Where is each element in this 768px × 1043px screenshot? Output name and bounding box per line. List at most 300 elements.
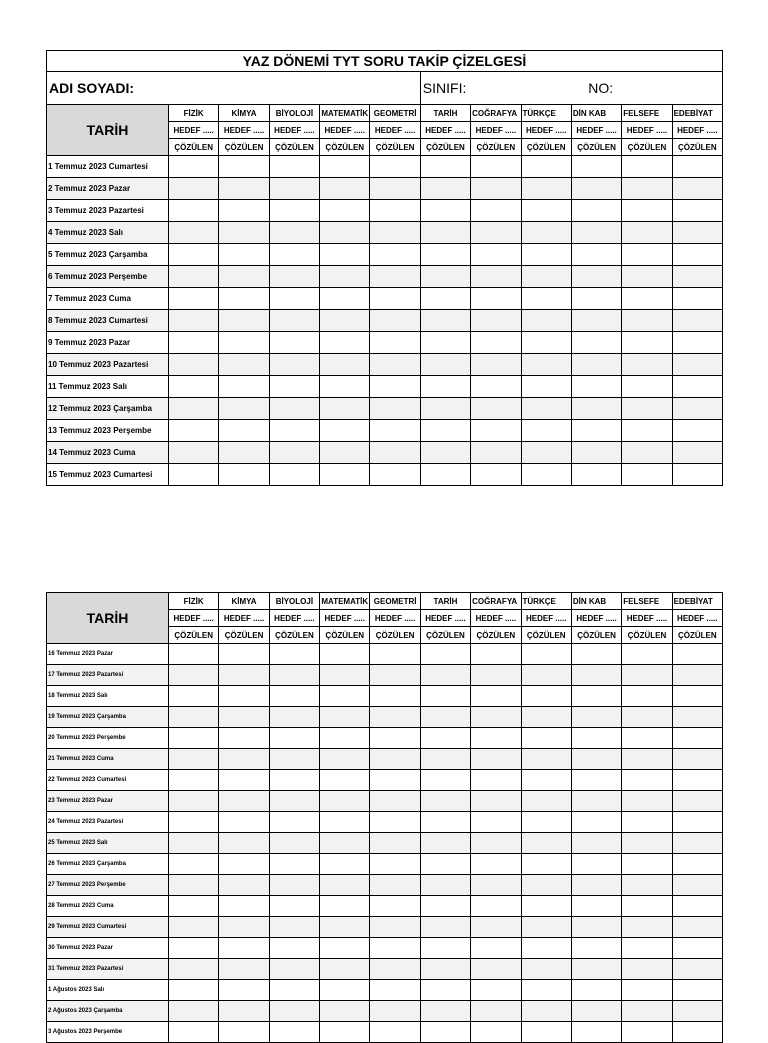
entry-cell[interactable]: [471, 178, 521, 200]
entry-cell[interactable]: [370, 728, 420, 749]
entry-cell[interactable]: [320, 200, 370, 222]
entry-cell[interactable]: [622, 749, 672, 770]
entry-cell[interactable]: [672, 1001, 722, 1022]
entry-cell[interactable]: [269, 644, 319, 665]
target-cell[interactable]: HEDEF .....: [571, 610, 621, 627]
entry-cell[interactable]: [169, 875, 219, 896]
entry-cell[interactable]: [269, 222, 319, 244]
entry-cell[interactable]: [370, 288, 420, 310]
entry-cell[interactable]: [622, 980, 672, 1001]
entry-cell[interactable]: [672, 770, 722, 791]
entry-cell[interactable]: [420, 288, 470, 310]
entry-cell[interactable]: [219, 222, 269, 244]
entry-cell[interactable]: [622, 200, 672, 222]
entry-cell[interactable]: [521, 200, 571, 222]
entry-cell[interactable]: [471, 707, 521, 728]
entry-cell[interactable]: [471, 310, 521, 332]
entry-cell[interactable]: [471, 875, 521, 896]
entry-cell[interactable]: [219, 200, 269, 222]
target-cell[interactable]: HEDEF .....: [370, 610, 420, 627]
entry-cell[interactable]: [169, 1001, 219, 1022]
entry-cell[interactable]: [471, 420, 521, 442]
entry-cell[interactable]: [471, 770, 521, 791]
entry-cell[interactable]: [269, 917, 319, 938]
entry-cell[interactable]: [420, 665, 470, 686]
entry-cell[interactable]: [571, 833, 621, 854]
entry-cell[interactable]: [622, 156, 672, 178]
entry-cell[interactable]: [169, 398, 219, 420]
entry-cell[interactable]: [622, 896, 672, 917]
entry-cell[interactable]: [420, 707, 470, 728]
entry-cell[interactable]: [521, 310, 571, 332]
target-cell[interactable]: HEDEF .....: [320, 610, 370, 627]
entry-cell[interactable]: [622, 938, 672, 959]
target-cell[interactable]: HEDEF .....: [471, 122, 521, 139]
entry-cell[interactable]: [521, 156, 571, 178]
entry-cell[interactable]: [672, 354, 722, 376]
entry-cell[interactable]: [269, 833, 319, 854]
entry-cell[interactable]: [219, 770, 269, 791]
entry-cell[interactable]: [219, 178, 269, 200]
entry-cell[interactable]: [622, 178, 672, 200]
entry-cell[interactable]: [622, 875, 672, 896]
entry-cell[interactable]: [571, 980, 621, 1001]
entry-cell[interactable]: [169, 310, 219, 332]
entry-cell[interactable]: [672, 833, 722, 854]
entry-cell[interactable]: [471, 980, 521, 1001]
entry-cell[interactable]: [320, 332, 370, 354]
entry-cell[interactable]: [521, 442, 571, 464]
entry-cell[interactable]: [471, 354, 521, 376]
entry-cell[interactable]: [420, 791, 470, 812]
entry-cell[interactable]: [219, 686, 269, 707]
target-cell[interactable]: HEDEF .....: [219, 610, 269, 627]
entry-cell[interactable]: [370, 959, 420, 980]
entry-cell[interactable]: [471, 833, 521, 854]
target-cell[interactable]: HEDEF .....: [420, 610, 470, 627]
entry-cell[interactable]: [521, 266, 571, 288]
entry-cell[interactable]: [370, 376, 420, 398]
entry-cell[interactable]: [320, 917, 370, 938]
entry-cell[interactable]: [320, 1001, 370, 1022]
entry-cell[interactable]: [219, 288, 269, 310]
entry-cell[interactable]: [370, 420, 420, 442]
entry-cell[interactable]: [370, 156, 420, 178]
entry-cell[interactable]: [420, 222, 470, 244]
entry-cell[interactable]: [471, 266, 521, 288]
entry-cell[interactable]: [622, 222, 672, 244]
entry-cell[interactable]: [571, 1022, 621, 1043]
entry-cell[interactable]: [571, 376, 621, 398]
entry-cell[interactable]: [571, 222, 621, 244]
entry-cell[interactable]: [269, 896, 319, 917]
entry-cell[interactable]: [370, 222, 420, 244]
entry-cell[interactable]: [269, 770, 319, 791]
entry-cell[interactable]: [521, 464, 571, 486]
entry-cell[interactable]: [521, 728, 571, 749]
entry-cell[interactable]: [219, 917, 269, 938]
entry-cell[interactable]: [370, 464, 420, 486]
entry-cell[interactable]: [370, 707, 420, 728]
entry-cell[interactable]: [471, 896, 521, 917]
entry-cell[interactable]: [672, 707, 722, 728]
entry-cell[interactable]: [622, 833, 672, 854]
entry-cell[interactable]: [169, 1022, 219, 1043]
entry-cell[interactable]: [219, 266, 269, 288]
entry-cell[interactable]: [521, 896, 571, 917]
entry-cell[interactable]: [269, 178, 319, 200]
entry-cell[interactable]: [219, 833, 269, 854]
entry-cell[interactable]: [269, 875, 319, 896]
entry-cell[interactable]: [320, 665, 370, 686]
entry-cell[interactable]: [672, 464, 722, 486]
entry-cell[interactable]: [521, 376, 571, 398]
entry-cell[interactable]: [571, 464, 621, 486]
entry-cell[interactable]: [219, 310, 269, 332]
entry-cell[interactable]: [672, 917, 722, 938]
entry-cell[interactable]: [420, 938, 470, 959]
entry-cell[interactable]: [471, 464, 521, 486]
entry-cell[interactable]: [169, 896, 219, 917]
entry-cell[interactable]: [219, 644, 269, 665]
entry-cell[interactable]: [169, 707, 219, 728]
entry-cell[interactable]: [672, 222, 722, 244]
entry-cell[interactable]: [169, 244, 219, 266]
entry-cell[interactable]: [320, 854, 370, 875]
entry-cell[interactable]: [420, 156, 470, 178]
entry-cell[interactable]: [269, 156, 319, 178]
entry-cell[interactable]: [672, 420, 722, 442]
entry-cell[interactable]: [420, 442, 470, 464]
entry-cell[interactable]: [370, 354, 420, 376]
entry-cell[interactable]: [471, 665, 521, 686]
entry-cell[interactable]: [169, 770, 219, 791]
entry-cell[interactable]: [420, 354, 470, 376]
entry-cell[interactable]: [219, 791, 269, 812]
entry-cell[interactable]: [471, 1001, 521, 1022]
entry-cell[interactable]: [219, 938, 269, 959]
entry-cell[interactable]: [471, 791, 521, 812]
entry-cell[interactable]: [672, 156, 722, 178]
entry-cell[interactable]: [622, 812, 672, 833]
entry-cell[interactable]: [169, 749, 219, 770]
entry-cell[interactable]: [471, 749, 521, 770]
target-cell[interactable]: HEDEF .....: [672, 122, 722, 139]
entry-cell[interactable]: [269, 200, 319, 222]
entry-cell[interactable]: [672, 442, 722, 464]
entry-cell[interactable]: [521, 178, 571, 200]
entry-cell[interactable]: [169, 420, 219, 442]
entry-cell[interactable]: [320, 644, 370, 665]
entry-cell[interactable]: [269, 288, 319, 310]
entry-cell[interactable]: [622, 244, 672, 266]
entry-cell[interactable]: [320, 376, 370, 398]
entry-cell[interactable]: [320, 178, 370, 200]
entry-cell[interactable]: [622, 665, 672, 686]
entry-cell[interactable]: [622, 854, 672, 875]
entry-cell[interactable]: [420, 833, 470, 854]
entry-cell[interactable]: [471, 959, 521, 980]
entry-cell[interactable]: [269, 376, 319, 398]
entry-cell[interactable]: [672, 896, 722, 917]
entry-cell[interactable]: [320, 310, 370, 332]
entry-cell[interactable]: [622, 728, 672, 749]
entry-cell[interactable]: [471, 938, 521, 959]
entry-cell[interactable]: [571, 1001, 621, 1022]
entry-cell[interactable]: [471, 728, 521, 749]
entry-cell[interactable]: [370, 332, 420, 354]
entry-cell[interactable]: [320, 749, 370, 770]
entry-cell[interactable]: [471, 156, 521, 178]
entry-cell[interactable]: [169, 686, 219, 707]
entry-cell[interactable]: [219, 1022, 269, 1043]
entry-cell[interactable]: [169, 376, 219, 398]
entry-cell[interactable]: [521, 288, 571, 310]
entry-cell[interactable]: [370, 770, 420, 791]
entry-cell[interactable]: [521, 812, 571, 833]
entry-cell[interactable]: [420, 398, 470, 420]
entry-cell[interactable]: [471, 854, 521, 875]
entry-cell[interactable]: [622, 442, 672, 464]
target-cell[interactable]: HEDEF .....: [521, 610, 571, 627]
entry-cell[interactable]: [219, 420, 269, 442]
entry-cell[interactable]: [622, 310, 672, 332]
entry-cell[interactable]: [571, 791, 621, 812]
entry-cell[interactable]: [471, 1022, 521, 1043]
entry-cell[interactable]: [571, 665, 621, 686]
entry-cell[interactable]: [370, 938, 420, 959]
entry-cell[interactable]: [521, 959, 571, 980]
entry-cell[interactable]: [420, 644, 470, 665]
entry-cell[interactable]: [420, 420, 470, 442]
entry-cell[interactable]: [219, 332, 269, 354]
entry-cell[interactable]: [169, 938, 219, 959]
entry-cell[interactable]: [420, 812, 470, 833]
entry-cell[interactable]: [471, 244, 521, 266]
entry-cell[interactable]: [622, 332, 672, 354]
entry-cell[interactable]: [370, 686, 420, 707]
entry-cell[interactable]: [370, 644, 420, 665]
entry-cell[interactable]: [521, 770, 571, 791]
entry-cell[interactable]: [370, 310, 420, 332]
target-cell[interactable]: HEDEF .....: [622, 610, 672, 627]
entry-cell[interactable]: [320, 770, 370, 791]
entry-cell[interactable]: [521, 1022, 571, 1043]
entry-cell[interactable]: [471, 222, 521, 244]
entry-cell[interactable]: [370, 833, 420, 854]
entry-cell[interactable]: [622, 707, 672, 728]
class-no-field[interactable]: [420, 72, 722, 105]
entry-cell[interactable]: [219, 728, 269, 749]
entry-cell[interactable]: [420, 1022, 470, 1043]
entry-cell[interactable]: [672, 812, 722, 833]
entry-cell[interactable]: [269, 791, 319, 812]
entry-cell[interactable]: [269, 354, 319, 376]
entry-cell[interactable]: [420, 200, 470, 222]
target-cell[interactable]: HEDEF .....: [471, 610, 521, 627]
entry-cell[interactable]: [471, 644, 521, 665]
entry-cell[interactable]: [571, 398, 621, 420]
entry-cell[interactable]: [269, 707, 319, 728]
entry-cell[interactable]: [622, 644, 672, 665]
entry-cell[interactable]: [420, 310, 470, 332]
entry-cell[interactable]: [320, 812, 370, 833]
entry-cell[interactable]: [471, 332, 521, 354]
entry-cell[interactable]: [571, 310, 621, 332]
entry-cell[interactable]: [219, 749, 269, 770]
entry-cell[interactable]: [219, 707, 269, 728]
entry-cell[interactable]: [571, 288, 621, 310]
entry-cell[interactable]: [269, 959, 319, 980]
entry-cell[interactable]: [370, 442, 420, 464]
entry-cell[interactable]: [471, 917, 521, 938]
entry-cell[interactable]: [420, 854, 470, 875]
entry-cell[interactable]: [169, 200, 219, 222]
entry-cell[interactable]: [269, 310, 319, 332]
entry-cell[interactable]: [571, 812, 621, 833]
entry-cell[interactable]: [521, 917, 571, 938]
entry-cell[interactable]: [521, 707, 571, 728]
entry-cell[interactable]: [320, 398, 370, 420]
entry-cell[interactable]: [420, 244, 470, 266]
entry-cell[interactable]: [269, 854, 319, 875]
entry-cell[interactable]: [320, 420, 370, 442]
entry-cell[interactable]: [521, 420, 571, 442]
entry-cell[interactable]: [219, 442, 269, 464]
entry-cell[interactable]: [370, 749, 420, 770]
entry-cell[interactable]: [169, 812, 219, 833]
entry-cell[interactable]: [370, 980, 420, 1001]
entry-cell[interactable]: [672, 665, 722, 686]
entry-cell[interactable]: [320, 875, 370, 896]
entry-cell[interactable]: [269, 665, 319, 686]
entry-cell[interactable]: [370, 244, 420, 266]
entry-cell[interactable]: [169, 288, 219, 310]
entry-cell[interactable]: [219, 244, 269, 266]
entry-cell[interactable]: [269, 266, 319, 288]
entry-cell[interactable]: [571, 728, 621, 749]
entry-cell[interactable]: [219, 156, 269, 178]
entry-cell[interactable]: [320, 791, 370, 812]
entry-cell[interactable]: [219, 398, 269, 420]
entry-cell[interactable]: [622, 266, 672, 288]
entry-cell[interactable]: [622, 686, 672, 707]
entry-cell[interactable]: [571, 420, 621, 442]
entry-cell[interactable]: [521, 222, 571, 244]
entry-cell[interactable]: [219, 959, 269, 980]
entry-cell[interactable]: [420, 728, 470, 749]
entry-cell[interactable]: [672, 854, 722, 875]
entry-cell[interactable]: [269, 812, 319, 833]
entry-cell[interactable]: [219, 464, 269, 486]
entry-cell[interactable]: [471, 812, 521, 833]
target-cell[interactable]: HEDEF .....: [269, 122, 319, 139]
entry-cell[interactable]: [219, 854, 269, 875]
entry-cell[interactable]: [571, 875, 621, 896]
entry-cell[interactable]: [521, 833, 571, 854]
entry-cell[interactable]: [672, 266, 722, 288]
entry-cell[interactable]: [672, 310, 722, 332]
entry-cell[interactable]: [370, 854, 420, 875]
entry-cell[interactable]: [370, 1022, 420, 1043]
entry-cell[interactable]: [269, 686, 319, 707]
entry-cell[interactable]: [420, 1001, 470, 1022]
entry-cell[interactable]: [571, 749, 621, 770]
entry-cell[interactable]: [571, 354, 621, 376]
entry-cell[interactable]: [672, 1022, 722, 1043]
entry-cell[interactable]: [370, 875, 420, 896]
entry-cell[interactable]: [320, 222, 370, 244]
entry-cell[interactable]: [169, 665, 219, 686]
entry-cell[interactable]: [672, 244, 722, 266]
entry-cell[interactable]: [571, 896, 621, 917]
entry-cell[interactable]: [320, 354, 370, 376]
entry-cell[interactable]: [571, 854, 621, 875]
entry-cell[interactable]: [571, 244, 621, 266]
entry-cell[interactable]: [622, 1001, 672, 1022]
entry-cell[interactable]: [622, 354, 672, 376]
entry-cell[interactable]: [169, 156, 219, 178]
entry-cell[interactable]: [521, 875, 571, 896]
entry-cell[interactable]: [269, 398, 319, 420]
entry-cell[interactable]: [521, 938, 571, 959]
entry-cell[interactable]: [471, 200, 521, 222]
entry-cell[interactable]: [269, 244, 319, 266]
entry-cell[interactable]: [169, 332, 219, 354]
entry-cell[interactable]: [269, 332, 319, 354]
entry-cell[interactable]: [521, 980, 571, 1001]
entry-cell[interactable]: [169, 354, 219, 376]
entry-cell[interactable]: [672, 980, 722, 1001]
entry-cell[interactable]: [622, 791, 672, 812]
entry-cell[interactable]: [320, 442, 370, 464]
entry-cell[interactable]: [320, 1022, 370, 1043]
entry-cell[interactable]: [169, 854, 219, 875]
entry-cell[interactable]: [169, 917, 219, 938]
entry-cell[interactable]: [370, 791, 420, 812]
entry-cell[interactable]: [521, 665, 571, 686]
entry-cell[interactable]: [219, 980, 269, 1001]
target-cell[interactable]: HEDEF .....: [219, 122, 269, 139]
entry-cell[interactable]: [571, 200, 621, 222]
entry-cell[interactable]: [370, 812, 420, 833]
entry-cell[interactable]: [420, 959, 470, 980]
entry-cell[interactable]: [269, 464, 319, 486]
entry-cell[interactable]: [571, 959, 621, 980]
entry-cell[interactable]: [622, 288, 672, 310]
entry-cell[interactable]: [471, 398, 521, 420]
entry-cell[interactable]: [370, 917, 420, 938]
entry-cell[interactable]: [571, 707, 621, 728]
entry-cell[interactable]: [521, 644, 571, 665]
entry-cell[interactable]: [219, 896, 269, 917]
entry-cell[interactable]: [169, 644, 219, 665]
entry-cell[interactable]: [471, 376, 521, 398]
entry-cell[interactable]: [269, 728, 319, 749]
entry-cell[interactable]: [672, 288, 722, 310]
entry-cell[interactable]: [571, 332, 621, 354]
entry-cell[interactable]: [370, 1001, 420, 1022]
entry-cell[interactable]: [420, 770, 470, 791]
entry-cell[interactable]: [622, 464, 672, 486]
entry-cell[interactable]: [571, 156, 621, 178]
target-cell[interactable]: HEDEF .....: [420, 122, 470, 139]
entry-cell[interactable]: [622, 959, 672, 980]
entry-cell[interactable]: [622, 1022, 672, 1043]
entry-cell[interactable]: [521, 1001, 571, 1022]
entry-cell[interactable]: [269, 1022, 319, 1043]
entry-cell[interactable]: [622, 420, 672, 442]
